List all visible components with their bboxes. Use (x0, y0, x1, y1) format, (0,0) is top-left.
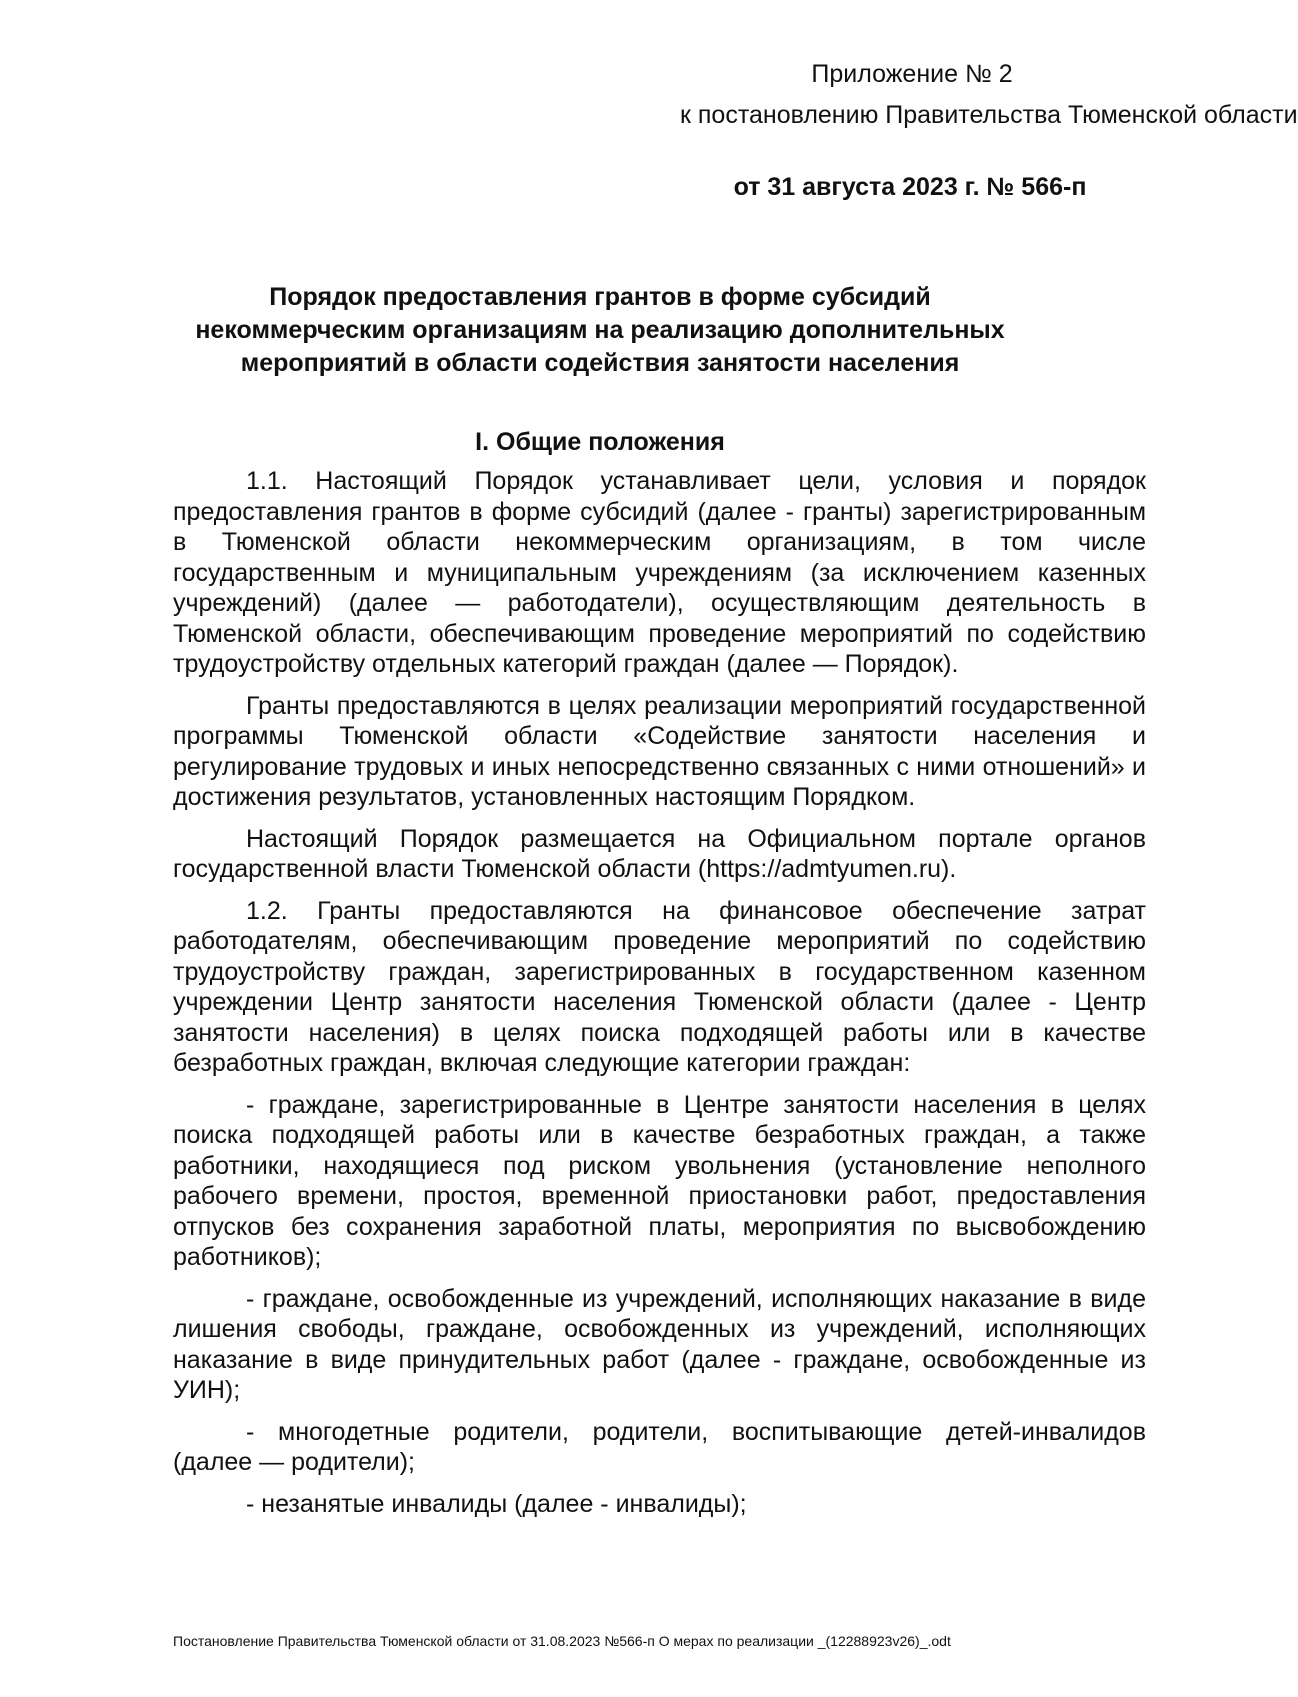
list-item: - граждане, освобожденные из учреждений, исполняющих наказание в виде лишения свободы, граждане, освобожденных из учреждений, исполняющих наказание в виде принудительных работ (далее - граждане, освобожденные из УИН); (173, 1284, 1146, 1404)
list-item: - граждане, зарегистрированные в Центре занятости населения в целях поиска подходящей работы или в качестве безработных граждан, а также работники, находящиеся под риском увольнения (установление неполного рабочего времени, простоя, временной приостановки работ, предоставления отпусков без сохранения заработной платы, мероприятия по высвобождению работников); (173, 1090, 1146, 1271)
list-item: - многодетные родители, родители, воспитывающие детей-инвалидов (далее — родители); (173, 1417, 1146, 1476)
paragraph: 1.1. Настоящий Порядок устанавливает цели, условия и порядок предоставления грантов в форме субсидий (далее - гранты) зарегистрированным в Тюменской области некоммерческим организациям, в том числе государственным и муниципальным учреждениям (за исключением казенных учреждений) (далее — работодатели), осуществляющим деятельность в Тюменской области, обеспечивающим проведение мероприятий по содействию трудоустройству отдельных категорий граждан (далее — Порядок). (173, 467, 1146, 678)
title-line: мероприятий в области содействия занятости населения (240, 349, 960, 377)
paragraph: Настоящий Порядок размещается на Официальном портале органов государственной власти Тюменской области (https://admtyumen.ru). (173, 824, 1146, 883)
document-title (180, 281, 1020, 380)
document-body (173, 466, 1146, 1530)
title-line: Порядок предоставления грантов в форме субсидий (269, 283, 931, 311)
appendix-label: Приложение № 2 (811, 60, 1013, 88)
resolution-date-number: от 31 августа 2023 г. № 566-п (733, 173, 1087, 201)
paragraph: Гранты предоставляются в целях реализации мероприятий государственной программы Тюменской области «Содействие занятости населения и регулирование трудовых и иных непосредственно связанных с ними отношений» и достижения результатов, установленных настоящим Порядком. (173, 691, 1146, 811)
paragraph: 1.2. Гранты предоставляются на финансовое обеспечение затрат работодателям, обеспечивающим проведение мероприятий по содействию трудоустройству граждан, зарегистрированных в государственном казенном учреждении Центр занятости населения Тюменской области (далее - Центр занятости населения) в целях поиска подходящей работы или в качестве безработных граждан, включая следующие категории граждан: (173, 896, 1146, 1077)
list-item: - незанятые инвалиды (далее - инвалиды); (246, 1489, 747, 1518)
resolution-reference: к постановлению Правительства Тюменской области (680, 101, 1298, 129)
title-line: некоммерческим организациям на реализацию дополнительных (195, 316, 1005, 344)
section-heading: I. Общие положения (475, 428, 725, 456)
page-footer: Постановление Правительства Тюменской области от 31.08.2023 №566-п О мерах по реализации _(12288923v26)_.odt (173, 1633, 951, 1649)
